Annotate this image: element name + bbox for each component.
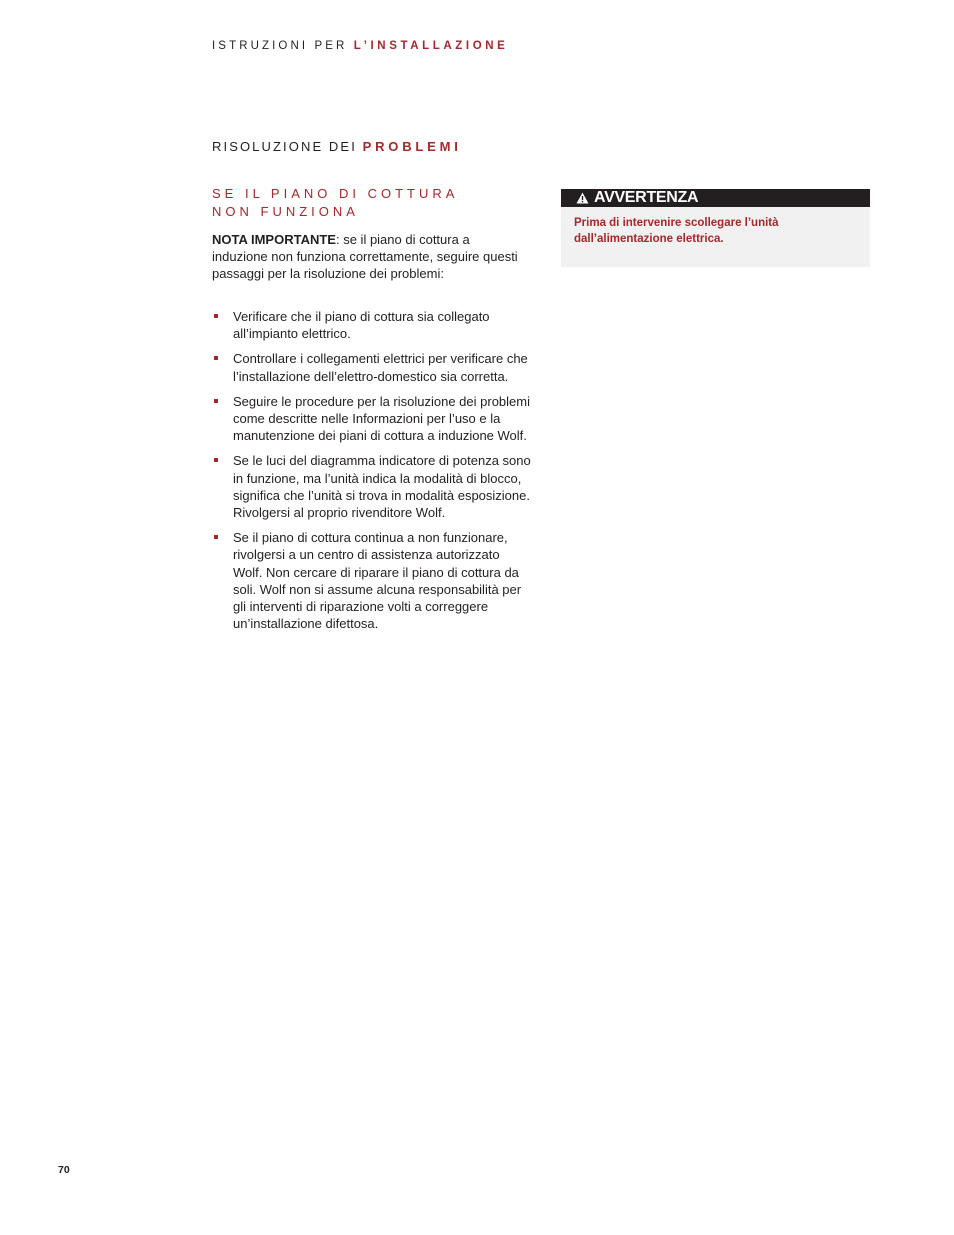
- section-title: [212, 139, 462, 154]
- section-title-prefix: RISOLUZIONE DEI: [212, 139, 363, 154]
- intro-paragraph: [212, 231, 522, 283]
- warning-title: AVVERTENZA: [594, 189, 699, 206]
- running-header: [212, 40, 508, 52]
- list-item: [212, 529, 532, 632]
- bullet-square-icon: [214, 535, 218, 539]
- warning-text: Prima di intervenire scollegare l’unità dall’alimentazione elettrica.: [574, 217, 779, 245]
- list-item-text: Se il piano di cottura continua a non funzionare, rivolgersi a un centro di assistenza autorizzato Wolf. Non cercare di riparare il piano di cottura da soli. Wolf non si assume alcuna responsabilità per gli interventi di riparazione volti a correggere un’installazione difettosa.: [233, 530, 522, 632]
- list-item-text: Se le luci del diagramma indicatore di potenza sono in funzione, ma l’unità indica la modalità di blocco, significa che l’unità si trova in modalità esposizione. Rivolgersi al proprio rivenditore Wolf.: [233, 453, 531, 521]
- list-item: [212, 350, 532, 384]
- subsection-heading: SE IL PIANO DI COTTURA NON FUNZIONA: [212, 186, 458, 219]
- header-highlight: L’INSTALLAZIONE: [353, 40, 509, 52]
- intro-text: : se il piano di cottura a induzione non funziona correttamente, seguire questi passaggi per la risoluzione dei problemi:: [212, 232, 518, 282]
- warning-title-bar: [561, 189, 870, 207]
- warning-box: [561, 189, 870, 267]
- bullet-square-icon: [214, 314, 218, 318]
- intro-label: NOTA IMPORTANTE: [212, 232, 336, 247]
- bullet-square-icon: [214, 399, 218, 403]
- page-number: 70: [58, 1164, 70, 1176]
- list-item-text: Seguire le procedure per la risoluzione dei problemi come descritte nelle Informazioni per l’uso e la manutenzione dei piani di cottura a induzione Wolf.: [233, 393, 531, 444]
- warning-triangle-icon: [576, 192, 589, 204]
- troubleshooting-list: [212, 308, 532, 640]
- list-item: [212, 308, 532, 342]
- bullet-square-icon: [214, 458, 218, 462]
- list-item: [212, 452, 532, 521]
- list-item-text: Verificare che il piano di cottura sia collegato all’impianto elettrico.: [233, 309, 490, 342]
- bullet-square-icon: [214, 356, 218, 360]
- list-item-text: Controllare i collegamenti elettrici per verificare che l’installazione dell’elettro-domestico sia corretta.: [233, 351, 528, 384]
- section-title-highlight: PROBLEMI: [362, 139, 462, 154]
- header-prefix: ISTRUZIONI PER: [212, 40, 354, 52]
- list-item: [212, 393, 532, 445]
